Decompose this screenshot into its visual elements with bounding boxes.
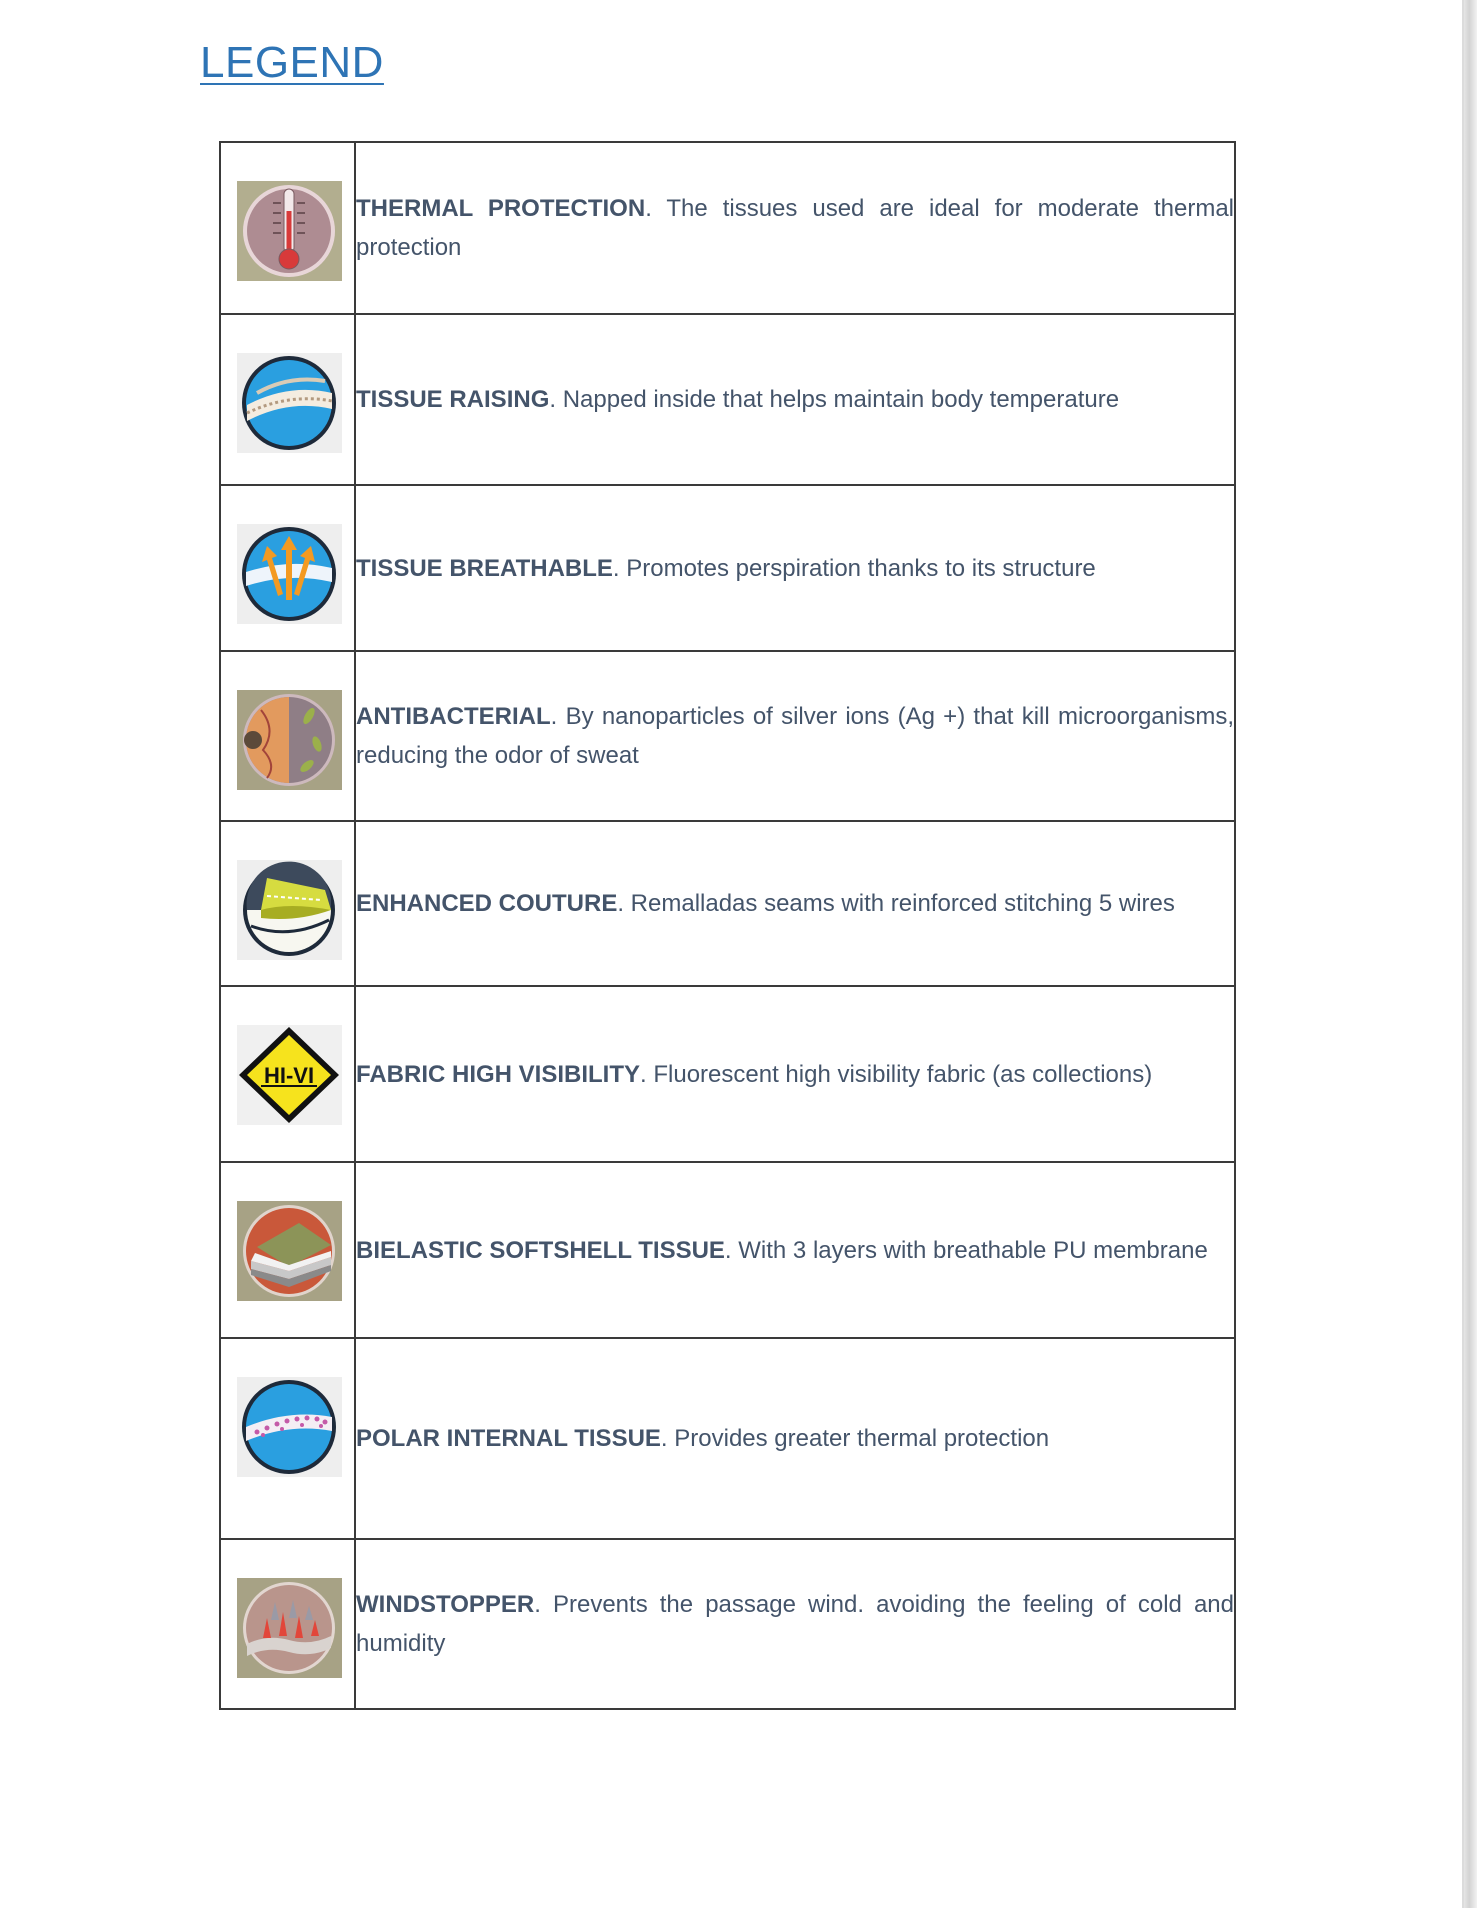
legend-row	[220, 821, 1235, 986]
legend-row	[220, 1162, 1235, 1338]
legend-term: ANTIBACTERIAL	[356, 703, 551, 730]
legend-term: WINDSTOPPER	[356, 1591, 535, 1618]
legend-row	[220, 1338, 1235, 1539]
icon-cell	[220, 1539, 355, 1709]
icon-cell	[220, 986, 355, 1162]
legend-row	[220, 314, 1235, 485]
legend-text	[355, 485, 1235, 651]
legend-text	[355, 821, 1235, 986]
legend-term: POLAR INTERNAL TISSUE	[356, 1425, 661, 1452]
hi-vis-icon	[237, 1025, 342, 1125]
legend-row	[220, 142, 1235, 314]
legend-description: . The tissues used are ideal for moderate thermal protection	[356, 195, 1234, 261]
legend-text	[355, 142, 1235, 314]
couture-icon	[237, 860, 342, 960]
legend-row	[220, 651, 1235, 821]
legend-row	[220, 1539, 1235, 1709]
breathable-icon	[237, 524, 342, 624]
icon-cell	[220, 142, 355, 314]
legend-description: . Provides greater thermal protection	[660, 1425, 1050, 1452]
legend-term: FABRIC HIGH VISIBILITY	[356, 1060, 641, 1088]
legend-description: . By nanoparticles of silver ions (Ag +) that kill microorganisms, reducing the odor of sweat	[356, 703, 1234, 769]
icon-cell	[220, 1338, 355, 1539]
legend-description: . Remalladas seams with reinforced stitching 5 wires	[617, 890, 1175, 917]
legend-title: LEGEND	[200, 38, 384, 87]
legend-term: TISSUE BREATHABLE	[356, 554, 613, 582]
legend-row	[220, 986, 1235, 1162]
polar-fleece-icon	[237, 1377, 342, 1477]
icon-cell	[220, 1162, 355, 1338]
legend-text	[355, 986, 1235, 1162]
legend-term: TISSUE RAISING	[356, 386, 550, 413]
legend-row	[220, 485, 1235, 651]
legend-text	[355, 1338, 1235, 1539]
page-edge-shadow	[1464, 0, 1477, 1908]
tissue-raising-icon	[237, 353, 342, 453]
legend-text	[355, 651, 1235, 821]
legend-term: BIELASTIC SOFTSHELL TISSUE	[356, 1236, 725, 1264]
icon-cell	[220, 485, 355, 651]
legend-text	[355, 314, 1235, 485]
legend-term: ENHANCED COUTURE	[356, 890, 618, 917]
legend-description: . With 3 layers with breathable PU membrane	[724, 1236, 1208, 1264]
softshell-icon	[237, 1201, 342, 1301]
legend-text	[355, 1539, 1235, 1709]
thermometer-icon	[237, 181, 342, 281]
legend-term: THERMAL PROTECTION	[356, 195, 646, 222]
legend-description: . Fluorescent high visibility fabric (as collections)	[640, 1060, 1153, 1088]
icon-cell	[220, 314, 355, 485]
legend-text	[355, 1162, 1235, 1338]
hi-vis-label: HI-VI	[263, 1063, 315, 1088]
legend-description: . Napped inside that helps maintain body temperature	[549, 386, 1120, 413]
icon-cell	[220, 821, 355, 986]
legend-description: . Prevents the passage wind. avoiding the feeling of cold and humidity	[356, 1591, 1234, 1657]
legend-table	[219, 141, 1236, 1710]
windstopper-icon	[237, 1578, 342, 1678]
legend-description: . Promotes perspiration thanks to its structure	[612, 554, 1096, 582]
antibacterial-icon	[237, 690, 342, 790]
icon-cell	[220, 651, 355, 821]
